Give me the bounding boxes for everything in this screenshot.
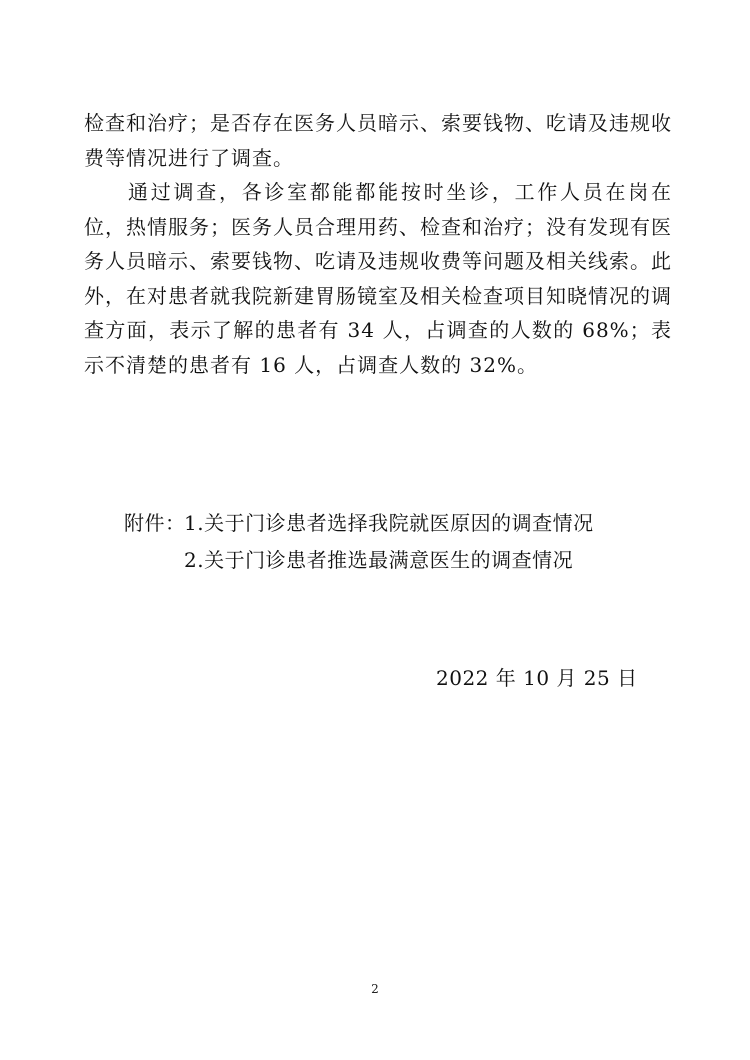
body-text [84, 106, 672, 382]
attachment-row-1 [124, 505, 594, 542]
page-number: 2 [371, 982, 379, 996]
document-date: 2022 年 10 月 25 日 [436, 666, 638, 690]
attachment-row-2 [124, 542, 594, 579]
attachments-list [124, 505, 594, 579]
attachments-label: 附件： [124, 511, 186, 535]
attachment-item: 1.关于门诊患者选择我院就医原因的调查情况 [184, 511, 594, 535]
attachments-label-spacer [124, 542, 184, 579]
attachment-item: 2.关于门诊患者推选最满意医生的调查情况 [184, 548, 574, 572]
paragraph-survey-results: 通过调查，各诊室都能都能按时坐诊，工作人员在岗在位，热情服务；医务人员合理用药、检查和治疗；没有发现有医务人员暗示、索要钱物、吃请及违规收费等问题及相关线索。此外，在对患者就我院新建胃肠镜室及相关检查项目知晓情况的调查方面，表示了解的患者有 34 人，占调查的人数的 68%；表示不清楚的患者有 16 人，占调查人数的 32%。 [84, 180, 672, 377]
paragraph-continuation: 检查和治疗；是否存在医务人员暗示、索要钱物、吃请及违规收费等情况进行了调查。 [84, 111, 672, 170]
